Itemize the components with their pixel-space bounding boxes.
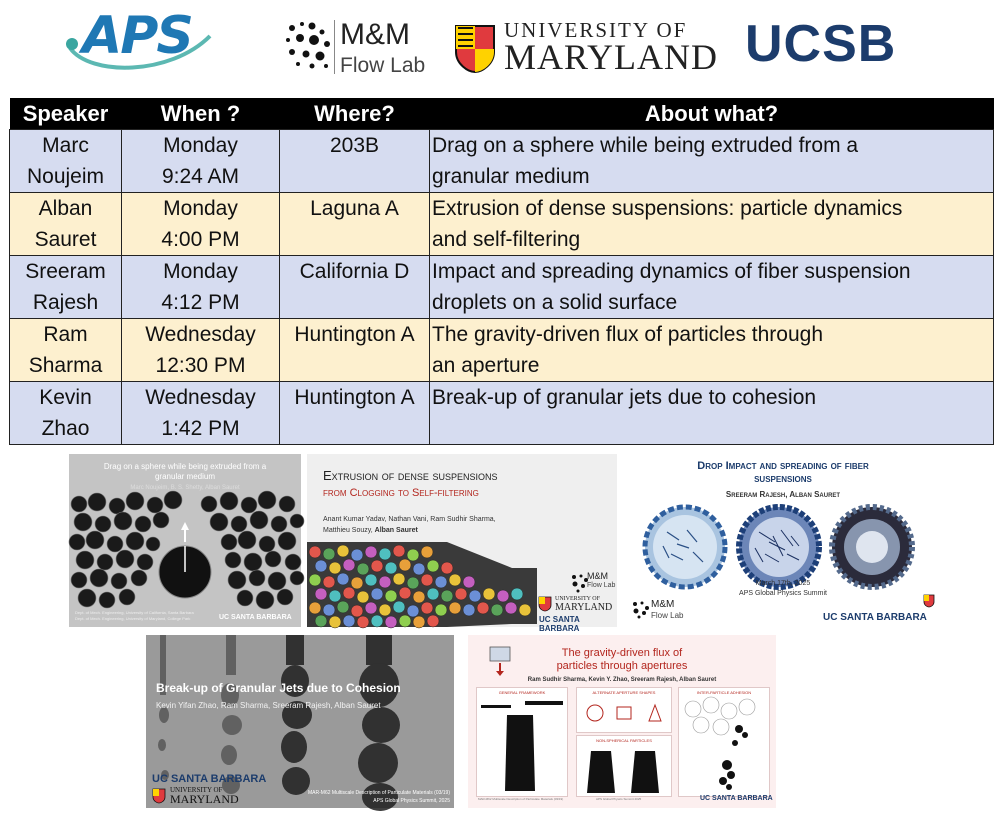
when-day: Monday [163,197,238,220]
about-line [432,413,991,444]
slide-thumbnail-drag-sphere [69,454,301,627]
slide4-umd-shield-icon [152,788,166,804]
slide-thumbnail-drop-impact [627,454,939,627]
slide3-title [627,460,939,486]
adhesion-image [679,695,769,795]
slide4-authors: Kevin Yifan Zhao, Ram Sharma, Sreeram Rajesh, Alban Sauret [156,701,381,710]
umd-logo [452,18,732,77]
about-line: droplets on a solid surface [432,291,678,314]
aps-wordmark: APS [82,6,192,66]
slide2-brand: UC SANTA BARBARA [539,615,580,633]
speaker-last: Noujeim [26,165,105,188]
umd-shield-icon [452,22,498,74]
when-day: Wednesday [145,323,256,346]
non-spherical-image [577,743,671,795]
mm-title: M&M [340,18,410,51]
slide1-footer-line1: Dept. of Mech. Engineering, University of California, Santa Barbara [75,610,194,615]
about-cell [430,256,994,319]
about-line: Break-up of granular jets due to cohesion [432,386,817,409]
slide5-brand: UC SANTA BARBARA [700,795,773,802]
when-day: Wednesday [145,386,256,409]
slide1-brand: UC SANTA BARBARA [219,614,292,621]
schedule-table [9,98,994,445]
slide2-umd-line1: UNIVERSITY OF [555,596,600,602]
table-header-row [10,98,994,130]
panel-adhesion-label: INTER-PARTICLE ADHESION [696,690,752,695]
speaker-cell [10,130,122,193]
when-cell [122,130,280,193]
header-about: About what? [430,98,994,130]
mm-flow-lab-logo [282,18,432,78]
table-row [10,382,994,445]
panel-general-framework [476,687,568,797]
slide2-title-line2: from Clogging to Self-filtering [323,487,479,499]
ucsb-logo: UCSB [745,15,897,73]
slide3-umd-shield-icon [923,594,935,608]
speaker-last: Rajesh [32,291,99,314]
where-cell: Laguna A [280,193,430,256]
when-time: 9:24 AM [161,165,240,188]
slide2-authors-line2: Matthieu Souzy, [323,527,373,534]
speaker-cell [10,382,122,445]
panel-general-framework-label: GENERAL FRAMEWORK [498,690,546,695]
speaker-first: Alban [38,197,93,220]
where-cell: 203B [280,130,430,193]
slide5-title-line2: particles through apertures [556,660,688,672]
slide4-umd-line1: UNIVERSITY OF [170,786,223,794]
hopper-icon [488,645,512,677]
when-cell [122,382,280,445]
when-time: 4:12 PM [161,291,240,314]
slide2-title-line1: Extrusion of dense suspensions [323,468,498,483]
panel-alternate-shapes [576,687,672,733]
mm-divider [334,20,335,74]
about-line: Extrusion of dense suspensions: particle dynamics [432,197,903,220]
speaker-first: Ram [43,323,88,346]
speaker-last: Sharma [28,354,103,377]
aps-logo [60,6,220,76]
slide4-footer-line1: MAR-M62 Multiscale Description of Particulate Materials (03/19) [308,790,450,796]
about-line: and self-filtering [432,228,581,251]
where-cell: Huntington A [280,382,430,445]
table-row [10,256,994,319]
slide3-date: March 17th, 2025 [755,580,811,587]
slide4-brand: UC SANTA BARBARA [152,773,267,785]
slide5-footer-line2: APS Global Physics Summit 2025 [596,797,642,801]
slide2-umd-line2: MARYLAND [555,602,613,613]
where-cell: California D [280,256,430,319]
slide3-mm-sub: Flow Lab [651,611,684,620]
about-line: Impact and spreading dynamics of fiber suspension [432,260,911,283]
slide3-mm-title: M&M [651,599,675,610]
header-when: When ? [122,98,280,130]
speaker-last: Sauret [34,228,97,251]
when-cell [122,319,280,382]
speaker-first: Marc [42,134,89,157]
slide5-title [468,647,776,673]
slide-thumbnail-extrusion [307,454,617,633]
slide5-authors: Ram Sudhir Sharma, Kevin Y. Zhao, Sreeram Rajesh, Alban Sauret [527,677,717,683]
speaker-cell [10,256,122,319]
about-cell [430,130,994,193]
slide3-title-line1: Drop Impact and spreading of fiber [697,460,869,472]
slide4-title: Break-up of Granular Jets due to Cohesion [156,681,401,695]
table-row [10,319,994,382]
slide3-event: APS Global Physics Summit [739,590,827,597]
speaker-cell [10,319,122,382]
when-cell [122,256,280,319]
slide3-authors: Sreeram Rajesh, Alban Sauret [725,490,841,499]
about-line: Drag on a sphere while being extruded from a [432,134,859,157]
table-row [10,193,994,256]
slide3-brand: UC SANTA BARBARA [823,612,927,623]
header-where: Where? [280,98,430,130]
speaker-first: Sreeram [25,260,106,283]
panel-non-spherical [576,735,672,797]
about-line: an aperture [432,354,540,377]
slide4-footer [274,789,450,805]
slide1-title-line2: granular medium [154,472,216,481]
slide1-footer [75,610,235,622]
header-speaker: Speaker [10,98,122,130]
when-time: 4:00 PM [161,228,240,251]
panel-alternate-shapes-label: ALTERNATE APERTURE SHAPES [592,690,656,695]
when-time: 1:42 PM [161,417,240,440]
slide2-authors-bold: Alban Sauret [374,527,418,534]
panel-general-framework-image [477,695,567,795]
about-line: The gravity-driven flux of particles through [432,323,824,346]
slide3-title-line2: suspensions [754,473,812,485]
slide1-title-line1: Drag on a sphere while being extruded from a [103,462,267,471]
slide-thumbnail-granular-jets [146,635,454,808]
when-time: 12:30 PM [155,354,246,377]
aperture-shapes-image [577,695,671,731]
speaker-first: Kevin [39,386,92,409]
slide4-umd-line2: MARYLAND [170,792,239,806]
slide3-mm-dots-icon [631,600,651,620]
slide1-footer-line2: Dept. of Mech. Engineering, University of Maryland, College Park [75,616,191,621]
slide2-mm-sub: Flow Lab [587,582,616,589]
about-cell [430,193,994,256]
slide2-authors-line1: Anant Kumar Yadav, Nathan Vani, Ram Sudhir Sharma, [323,516,496,523]
about-cell [430,319,994,382]
slide1-authors: Marc Noujeim, B. S. Shetty, Alban Sauret [130,485,240,491]
panel-adhesion [678,687,770,797]
about-cell [430,382,994,445]
panel-non-spherical-label: NON-SPHERICAL PARTICLES [596,738,652,743]
speaker-cell [10,193,122,256]
slide1-title [69,462,301,482]
when-day: Monday [163,134,238,157]
slide2-mm-title: M&M [587,571,608,581]
slide5-footer-line1: MAR-M62 Multiscale Description of Particulate Materials (03/19) [478,797,564,801]
slide2-umd-shield-icon [538,596,552,612]
about-line: granular medium [432,165,590,188]
umd-line1: UNIVERSITY OF [504,18,688,42]
table-row [10,130,994,193]
slide5-title-line1: The gravity-driven flux of [561,647,683,659]
mm-dots-icon [282,18,334,74]
slide-thumbnail-gravity-flux [468,635,776,808]
slide4-footer-line2: APS Global Physics Summit, 2025 [373,798,450,804]
when-day: Monday [163,260,238,283]
where-cell: Huntington A [280,319,430,382]
when-cell [122,193,280,256]
speaker-last: Zhao [41,417,90,440]
mm-subtitle: Flow Lab [340,54,426,77]
umd-line2: MARYLAND [504,37,719,77]
